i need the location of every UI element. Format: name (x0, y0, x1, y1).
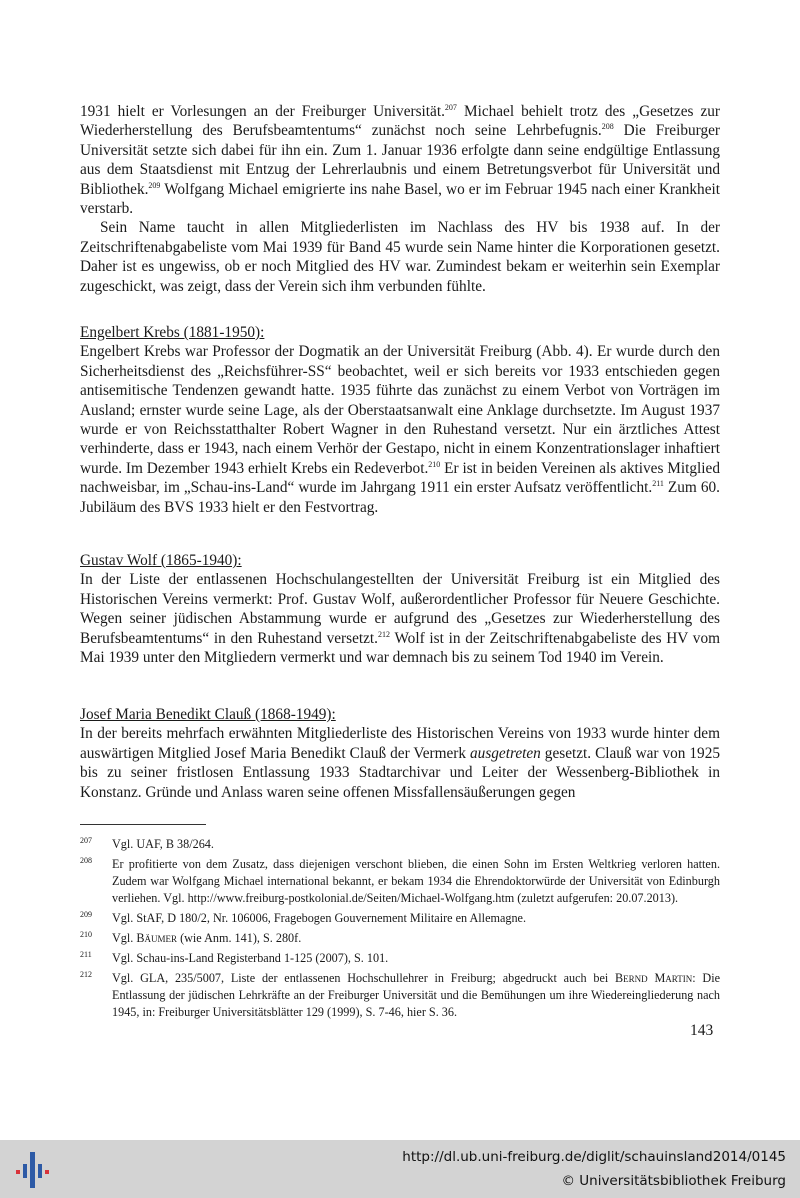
paragraph-clauss: In der bereits mehrfach erwähnten Mitgliederliste des Historischen Vereins von 1933 wurde hinter dem auswärtigen Mitglied Josef Maria Benedikt Clauß der Vermerk ausgetreten gesetzt. Clauß war von 1925 bis zu seiner fristlosen Entlassung 1933 Stadtarchivar und Leiter der Wessenberg-Bibliothek in Konstanz. Gründe und Anlass waren seine offenen Missfallensäußerungen gegen (80, 725, 720, 801)
section-krebs (80, 323, 720, 517)
footnote-number: 210 (80, 930, 92, 939)
paragraph-wolf: In der Liste der entlassenen Hochschulangestellten der Universität Freiburg ist ein Mitglied des Historischen Vereins vermerkt: Prof. Gustav Wolf, außerordentlicher Professor für Neuere Geschichte. Wegen seiner jüdischen Abstammung wurde er aufgrund des „Gesetzes zur Wiederherstellung des Berufsbeamtentums“ in den Ruhestand versetzt.$^{212}$ Wolf ist in der Zeitschriftenabgabeliste des HV vom Mai 1939 unter den Mitgliedern vermerkt und war demnach bis zu seinem Tod 1940 im Verein. (80, 571, 720, 667)
footnote-ref-208[interactable]: 208 (601, 122, 614, 132)
footnote-207 (80, 836, 720, 853)
footnote-number: 211 (80, 950, 92, 959)
footnote-text: Vgl. UAF, B 38/264. (112, 837, 214, 851)
footnote-text: Vgl. StAF, D 180/2, Nr. 106006, Fragebogen Gouvernement Militaire en Allemagne. (112, 911, 527, 925)
paragraph-membership-lists: Sein Name taucht in allen Mitgliederlisten im Nachlass des HV bis 1938 auf. In der Zeitschriftenabgabeliste vom Mai 1939 für Band 45 wurde sein Name hinter die Korporationen gesetzt. Daher ist es ungewiss, ob er noch Mitglied des HV war. Zumindest bekam er weiterhin sein Exemplar zugeschickt, was zeigt, dass der Verein sich ihm verbunden fühlte. (80, 219, 720, 295)
footnote-ref-212[interactable]: 212 (378, 629, 390, 639)
footnote-number: 212 (80, 970, 92, 979)
footnote-ref-210[interactable]: 210 (428, 459, 441, 469)
footnote-text: Vgl. Schau-ins-Land Registerband 1-125 (2007), S. 101. (112, 951, 389, 965)
ub-freiburg-logo-icon[interactable] (12, 1150, 58, 1190)
footnote-208 (80, 856, 720, 907)
footnote-212 (80, 970, 720, 1021)
footnote-text: Vgl. Bäumer (wie Anm. 141), S. 280f. (112, 931, 302, 945)
footnote-text: Vgl. GLA, 235/5007, Liste der entlassenen Hochschullehrer in Freiburg; abgedruckt auch bei Bernd Martin: Die Entlassung der jüdischen Lehrkräfte an der Freiburger Universität und die Bemühungen um ihre Wiedereingliederung nach 1945, in: Freiburger Universitätsblätter 129 (1999), S. 7-46, hier S. 36. (112, 971, 721, 1019)
page-number: 143 (690, 1022, 714, 1039)
footnote-210 (80, 930, 720, 947)
heading-clauss: Josef Maria Benedikt Clauß (1868-1949): (80, 706, 336, 723)
footnote-number: 209 (80, 910, 92, 919)
paragraph-krebs: Engelbert Krebs war Professor der Dogmatik an der Universität Freiburg (Abb. 4). Er wurde durch den Sicherheitsdienst des „Reichsführer-SS“ beobachtet, weil er sich bereits vor 1933 entschieden gegen antisemitische Tendenzen gewandt hatte. 1935 führte das zunächst zu einem Verbot von Vorträgen im Ausland; ernster wurde seine Lage, als der Oberstaatsanwalt eine Anklage durchsetzte. Im August 1937 wurde er von Reichsstatthalter Robert Wagner in den Ruhestand versetzt. Nur ein ärztliches Attest verhinderte, dass er 1943, nach einem Verhör der Gestapo, nicht in einem Konzentrationslager inhaftiert wurde. Im Dezember 1943 erhielt Krebs ein Redeverbot.$^{210}$ Er ist in beiden Vereinen als aktives Mitglied nachweisbar, im „Schau-ins-Land“ wurde im Jahrgang 1911 ein erster Aufsatz veröffentlicht.$^{211}$ Zum 60. Jubiläum des BVS 1933 hielt er den Festvortrag. (80, 343, 720, 516)
footnote-divider (80, 824, 206, 825)
footnote-text: Er profitierte von dem Zusatz, dass diejenigen verschont blieben, die einen Sohn im Ersten Weltkrieg verloren hatten. Zudem war Wolfgang Michael international bekannt, er bekam 1934 die Ehrendoktorwürde der Universität von Edinburgh verliehen. Vgl. http://www.freiburg-postkolonial.de/Seiten/Michael-Wolfgang.htm (zuletzt aufgerufen: 20.07.2013). (112, 857, 720, 905)
footnote-211 (80, 950, 720, 967)
source-url-link[interactable]: http://dl.ub.uni-freiburg.de/diglit/schauinsland2014/0145 (402, 1149, 786, 1165)
heading-wolf: Gustav Wolf (1865-1940): (80, 552, 242, 569)
section-clauss (80, 705, 720, 802)
footnotes (80, 836, 720, 1024)
section-wolf (80, 551, 720, 667)
footnote-number: 208 (80, 856, 92, 865)
copyright-text: © Universitätsbibliothek Freiburg (561, 1173, 786, 1189)
footnote-209 (80, 910, 720, 927)
footnote-ref-209[interactable]: 209 (148, 180, 161, 190)
heading-krebs: Engelbert Krebs (1881-1950): (80, 324, 265, 341)
paragraph-michael-dismissal: 1931 hielt er Vorlesungen an der Freiburger Universität.$^{207}$ Michael behielt trotz des „Gesetzes zur Wiederherstellung des Berufsbeamtentums“ zunächst noch seine Lehrbefugnis.$^{208}$ Die Freiburger Universität setzte sich dabei für ihn ein. Zum 1. Januar 1936 erfolgte dann seine endgültige Entlassung aus dem Staatsdienst mit Entzug der Lehrerlaubnis und einem Betretungsverbot für Universität und Bibliothek.$^{209}$ Wolfgang Michael emigrierte ins nahe Basel, wo er im Februar 1945 nach einer Krankheit verstarb. (80, 103, 721, 218)
footnote-number: 207 (80, 836, 92, 845)
footnote-ref-207[interactable]: 207 (444, 103, 457, 112)
body-text (80, 102, 720, 296)
viewer-footer (0, 1140, 800, 1198)
footnote-ref-211[interactable]: 211 (652, 479, 664, 489)
